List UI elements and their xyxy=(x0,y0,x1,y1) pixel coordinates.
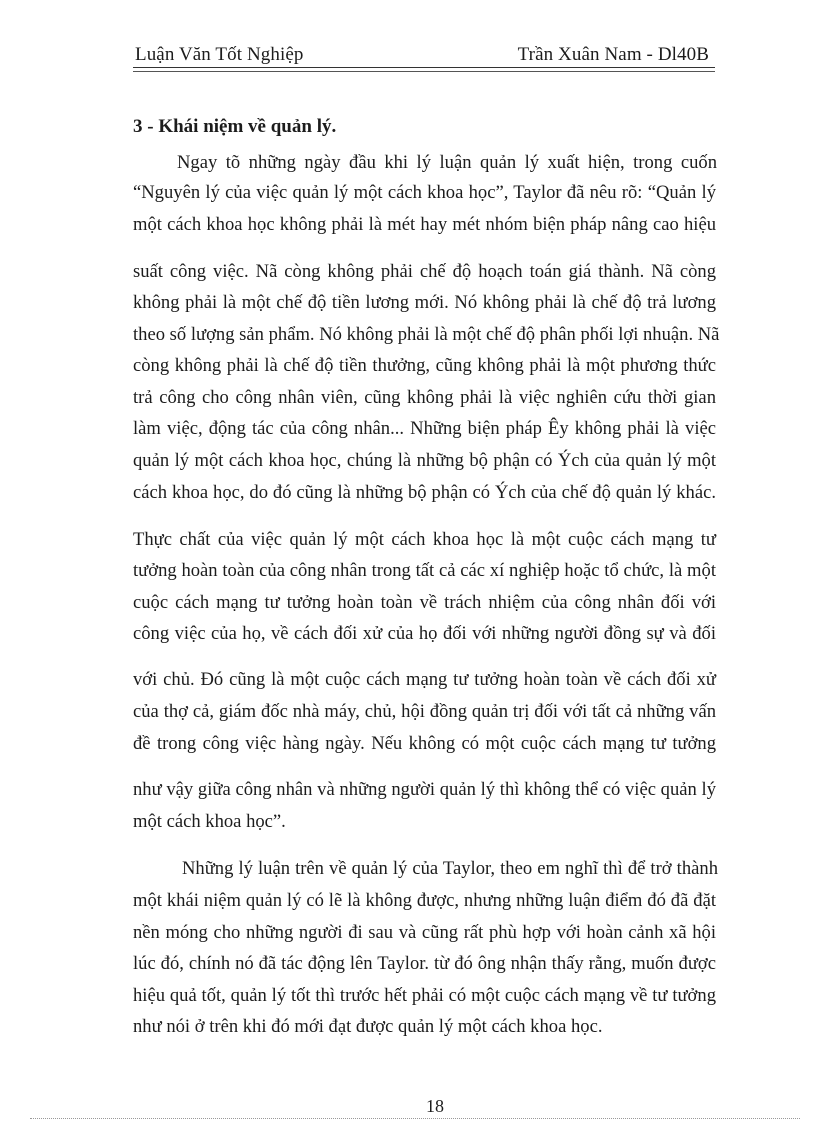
paragraph-line: như nói ở trên khi đó mới đạt được quản lý một cách khoa học. xyxy=(133,1016,603,1037)
footer-rule xyxy=(30,1118,800,1119)
section-heading: 3 - Khái niệm về quản lý. xyxy=(133,116,337,137)
header-rule xyxy=(133,67,715,68)
paragraph-line: “Nguyên lý của việc quản lý một cách khoa học”, Taylor đã nêu rõ: “Quản lý xyxy=(133,182,716,203)
paragraph-line: quản lý một cách khoa học, chúng là những bộ phận có Ých của quản lý một xyxy=(133,450,716,471)
paragraph-line: một cách khoa học không phải là mét hay mét nhóm biện pháp nâng cao hiệu xyxy=(133,214,716,235)
paragraph-line: lúc đó, chính nó đã tác động lên Taylor. từ đó ông nhận thấy rằng, muốn được xyxy=(133,953,716,974)
paragraph-line: Những lý luận trên về quản lý của Taylor, theo em nghĩ thì để trở thành xyxy=(182,858,718,879)
page-number: 18 xyxy=(426,1096,444,1116)
paragraph-line: làm việc, động tác của công nhân... Những biện pháp Êy không phải là việc xyxy=(133,418,716,439)
paragraph-line: với chủ. Đó cũng là một cuộc cách mạng tư tưởng hoàn toàn về cách đối xử xyxy=(133,669,716,690)
paragraph-line: đề trong công việc hàng ngày. Nếu không có một cuộc cách mạng tư tưởng xyxy=(133,733,716,754)
paragraph-line: một cách khoa học”. xyxy=(133,811,286,832)
paragraph-line: nền móng cho những người đi sau và cũng rất phù hợp với hoàn cảnh xã hội xyxy=(133,922,716,943)
paragraph-line: còng không phải là chế độ tiền thưởng, cũng không phải là một phương thức xyxy=(133,355,716,376)
paragraph-line: theo số lượng sản phẩm. Nó không phải là một chế độ phân phối lợi nhuận. Nã xyxy=(133,324,720,345)
paragraph-line: không phải là một chế độ tiền lương mới. Nó không phải là chế độ trả lương xyxy=(133,292,716,313)
paragraph-line: tưởng hoàn toàn của công nhân trong tất cả các xí nghiệp hoặc tổ chức, là một xyxy=(133,560,716,581)
paragraph-line: công việc của họ, về cách đối xử của họ đối với những người đồng sự và đối xyxy=(133,623,716,644)
paragraph-line: của thợ cả, giám đốc nhà máy, chủ, hội đồng quản trị đối với tất cả những vấn xyxy=(133,701,716,722)
paragraph-line: Ngay tõ những ngày đầu khi lý luận quản lý xuất hiện, trong cuốn xyxy=(177,152,717,173)
paragraph-line: Thực chất của việc quản lý một cách khoa học là một cuộc cách mạng tư xyxy=(133,529,716,550)
header-thesis-title: Luận Văn Tốt Nghiệp xyxy=(135,44,304,65)
paragraph-line: như vậy giữa công nhân và những người quản lý thì không thể có việc quản lý xyxy=(133,779,716,800)
paragraph-line: trả công cho công nhân viên, cũng không phải là việc nghiên cứu thời gian xyxy=(133,387,716,408)
paragraph-line: hiệu quả tốt, quản lý tốt thì trước hết phải có một cuộc cách mạng về tư tưởng xyxy=(133,985,716,1006)
paragraph-line: suất công việc. Nã còng không phải chế độ hoạch toán giá thành. Nã còng xyxy=(133,261,716,282)
header-rule-secondary xyxy=(133,71,715,72)
paragraph-line: cuộc cách mạng tư tưởng hoàn toàn về trách nhiệm của công nhân đối với xyxy=(133,592,716,613)
header-author: Trần Xuân Nam - Dl40B xyxy=(517,44,709,65)
paragraph-line: một khái niệm quản lý có lẽ là không được, nhưng những luận điểm đó đã đặt xyxy=(133,890,716,911)
paragraph-line: cách khoa học, do đó cũng là những bộ phận có Ých của chế độ quản lý khác. xyxy=(133,482,716,503)
